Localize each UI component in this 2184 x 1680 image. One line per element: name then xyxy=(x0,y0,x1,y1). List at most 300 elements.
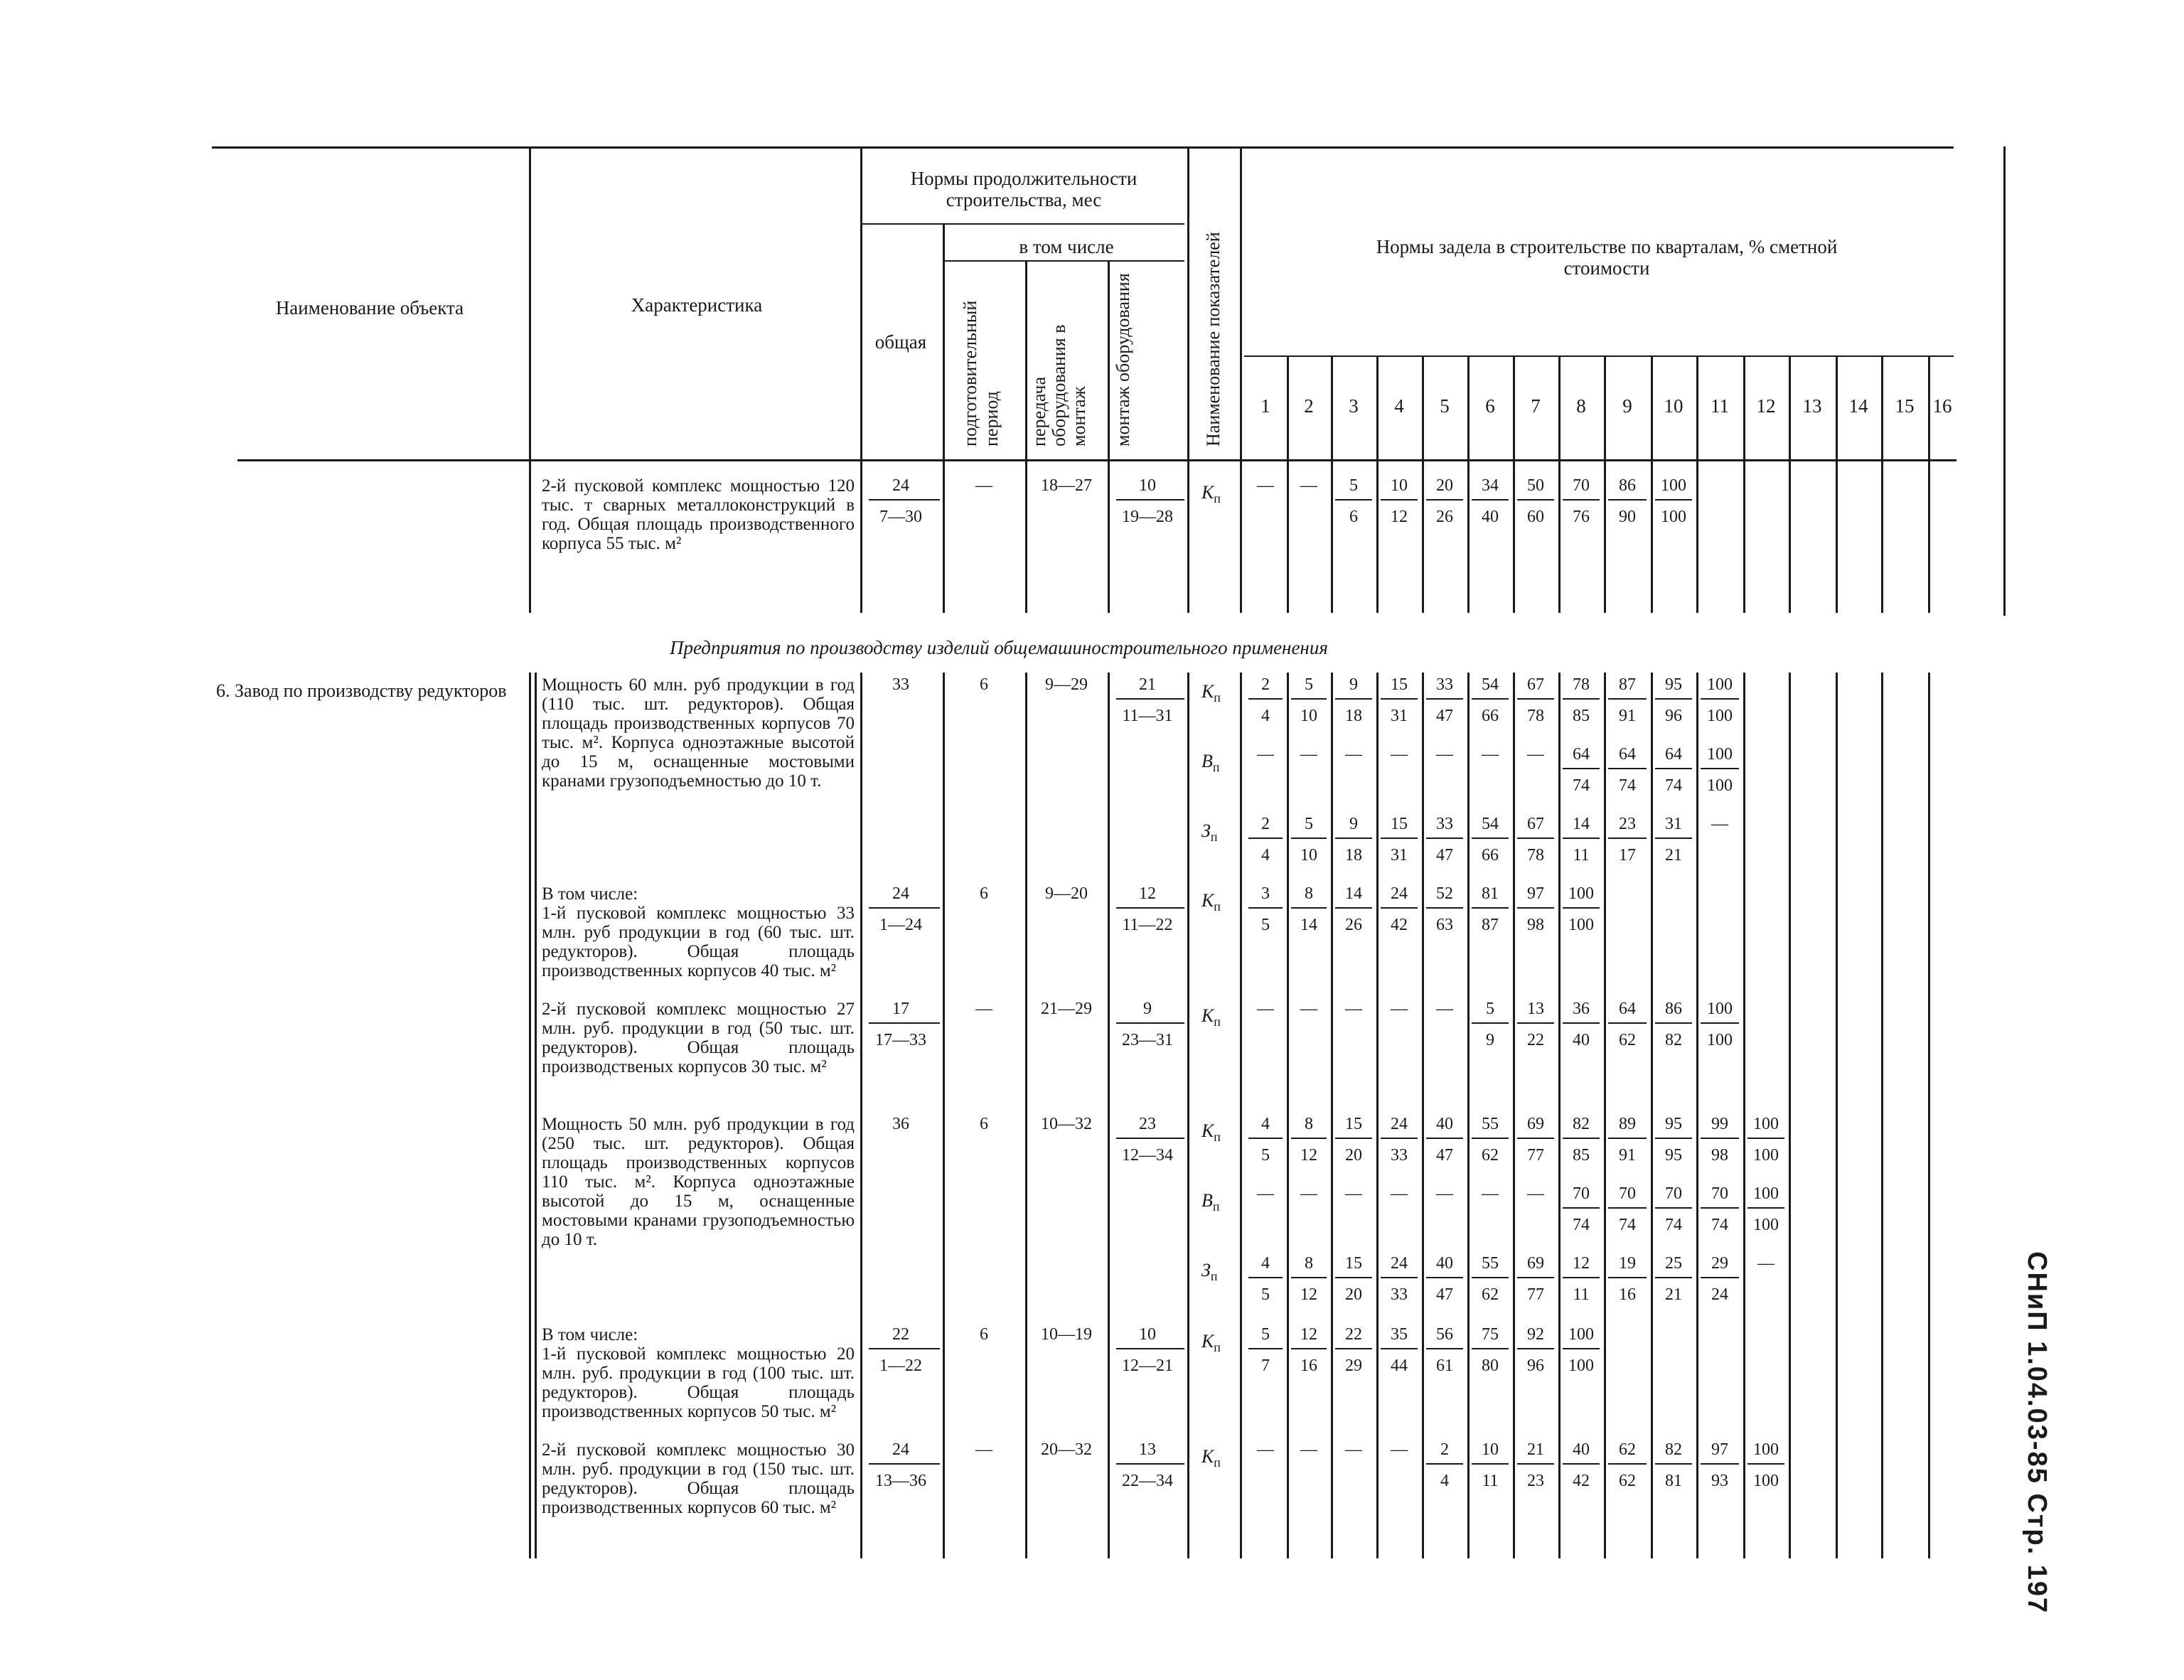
quarter-value-total: 100 xyxy=(1753,1472,1779,1490)
fraction-line xyxy=(1335,1138,1372,1139)
quarter-value-total: 12 xyxy=(1300,1285,1317,1304)
quarter-value: — xyxy=(1257,745,1274,764)
quarter-value: 31 xyxy=(1665,815,1682,833)
quarter-value: 82 xyxy=(1573,1115,1590,1133)
row-characteristic: Мощность 60 млн. руб продукции в год (110 тыс. шт. редукторов). Общая площадь производственных корпусов 70 тыс. м². Корпуса одноэтажные высотой до 15 м, оснащенные мостовыми кранами грузоподъемностью до 10 т. xyxy=(542,675,855,791)
indicator-label: $К_п$ xyxy=(1201,1446,1221,1470)
quarter-value-total: 77 xyxy=(1527,1146,1544,1165)
fraction-line xyxy=(1655,1277,1692,1278)
fraction-line xyxy=(1563,907,1600,909)
quarter-value-total: 21 xyxy=(1665,846,1682,865)
fraction-line xyxy=(1517,1348,1554,1349)
fraction-line xyxy=(1381,1277,1418,1278)
quarter-value-total: 40 xyxy=(1482,508,1499,526)
quarter-value-total: 47 xyxy=(1436,707,1453,725)
fraction-line xyxy=(1426,1277,1463,1278)
quarter-value: 92 xyxy=(1527,1325,1544,1344)
fraction-line xyxy=(869,907,940,909)
quarter-value: 52 xyxy=(1436,884,1453,903)
body-vline xyxy=(1287,459,1289,613)
quarter-value: 82 xyxy=(1665,1440,1682,1459)
indicator-label: $К_п$ xyxy=(1201,1120,1221,1145)
quarter-value-total: 16 xyxy=(1300,1357,1317,1375)
quarter-value: 100 xyxy=(1753,1184,1779,1203)
quarter-value: 70 xyxy=(1619,1184,1636,1203)
quarter-value-total: 96 xyxy=(1527,1357,1544,1375)
quarter-value: — xyxy=(1345,745,1362,764)
quarter-value: — xyxy=(1527,1184,1544,1203)
fraction-line xyxy=(1701,1022,1739,1024)
fraction-line xyxy=(1563,1207,1600,1209)
quarter-value: — xyxy=(1345,1440,1362,1459)
quarter-value-total: 18 xyxy=(1345,707,1362,725)
quarter-value-total: 77 xyxy=(1527,1285,1544,1304)
quarter-value-total: 90 xyxy=(1619,508,1636,526)
body-vline xyxy=(1789,459,1791,613)
quarter-value-total: 9 xyxy=(1486,1031,1494,1049)
fraction-line xyxy=(1381,698,1418,700)
quarter-value: — xyxy=(1257,1000,1274,1018)
body-vline xyxy=(1513,459,1515,613)
quarter-value-total: 100 xyxy=(1661,508,1686,526)
quarter-value-total: 74 xyxy=(1711,1216,1728,1234)
quarter-value-total: 100 xyxy=(1707,707,1733,725)
quarter-value: 29 xyxy=(1711,1254,1728,1273)
header-equipment-transfer: передача оборудования в монтаж xyxy=(1029,324,1089,446)
row-characteristic: Мощность 50 млн. руб продукции в год (250 тыс. шт. редукторов). Общая площадь производственных корпусов 110 тыс. м². Корпуса одноэтажные высотой до 15 м, оснащенные мостовыми кранами грузоподъемностью до 10 т. xyxy=(542,1115,855,1249)
quarter-value-total: 42 xyxy=(1573,1472,1590,1490)
quarter-vline xyxy=(1558,355,1561,459)
fraction-line xyxy=(1291,1348,1327,1349)
quarter-value: 14 xyxy=(1573,815,1590,833)
quarter-value: 20 xyxy=(1436,476,1453,495)
row-prep: 6 xyxy=(980,675,988,694)
fraction-line xyxy=(1472,1463,1509,1465)
fraction-line xyxy=(1472,499,1509,501)
fraction-line xyxy=(1291,838,1327,839)
body-vline xyxy=(1422,673,1424,1558)
quarter-value-total: 61 xyxy=(1436,1357,1453,1375)
indicator-label: $К_п$ xyxy=(1201,1331,1221,1355)
fraction-line xyxy=(1426,499,1463,501)
quarter-value: 100 xyxy=(1568,1325,1594,1344)
quarter-header-1: 1 xyxy=(1260,395,1270,417)
quarter-value: 34 xyxy=(1482,476,1499,495)
fraction-line xyxy=(1517,1463,1554,1465)
quarter-value-total: 10 xyxy=(1300,846,1317,865)
row-transfer: 20—32 xyxy=(1041,1440,1092,1459)
quarter-value-total: 18 xyxy=(1345,846,1362,865)
quarter-value: 55 xyxy=(1482,1115,1499,1133)
row-install: 10 xyxy=(1139,476,1156,495)
quarter-header-10: 10 xyxy=(1664,395,1684,417)
fraction-line xyxy=(1426,1138,1463,1139)
row-prep: 6 xyxy=(980,1115,988,1133)
quarter-value-total: 81 xyxy=(1665,1472,1682,1490)
quarter-header-12: 12 xyxy=(1756,395,1776,417)
quarter-header-14: 14 xyxy=(1848,395,1868,417)
quarter-value-total: 82 xyxy=(1665,1031,1682,1049)
quarter-value-total: 87 xyxy=(1482,916,1499,934)
body-vline xyxy=(1240,459,1242,613)
fraction-line xyxy=(1116,499,1184,501)
quarter-value: 2 xyxy=(1261,815,1270,833)
row-install: 13 xyxy=(1139,1440,1156,1459)
quarter-value-total: 62 xyxy=(1619,1031,1636,1049)
fraction-line xyxy=(1701,768,1739,769)
fraction-line xyxy=(1248,1348,1283,1349)
quarter-value-total: 20 xyxy=(1345,1285,1362,1304)
row-characteristic: 2-й пусковой комплекс мощностью 27 млн. руб. продукции в год (50 тыс. шт. редукторов). Общая площадь производственых корпусов 30 тыс. м² xyxy=(542,1000,855,1076)
body-vline xyxy=(1187,459,1189,613)
quarters-subheader-rule xyxy=(1244,355,1954,357)
quarter-value: 67 xyxy=(1527,815,1544,833)
quarter-value-total: 63 xyxy=(1436,916,1453,934)
quarter-header-3: 3 xyxy=(1349,395,1359,417)
fraction-line xyxy=(1655,1463,1692,1465)
fraction-line xyxy=(1517,1138,1554,1139)
quarter-value-total: 76 xyxy=(1573,508,1590,526)
characteristic-left-border xyxy=(535,673,537,1558)
quarter-value: — xyxy=(1436,1184,1453,1203)
fraction-line xyxy=(1563,1463,1600,1465)
quarter-value-total: 47 xyxy=(1436,1146,1453,1165)
quarter-value: 69 xyxy=(1527,1254,1544,1273)
fraction-line xyxy=(1291,907,1327,909)
body-vline xyxy=(1604,673,1606,1558)
quarter-value: 5 xyxy=(1261,1325,1270,1344)
body-vline xyxy=(1651,459,1653,613)
quarter-value-total: 74 xyxy=(1573,776,1590,795)
fraction-line xyxy=(1472,1022,1509,1024)
body-vline xyxy=(860,459,862,613)
quarter-value-total: 78 xyxy=(1527,707,1544,725)
quarter-vline xyxy=(1743,355,1745,459)
row-total-range: 17—33 xyxy=(875,1031,926,1049)
quarter-value-total: 21 xyxy=(1665,1285,1682,1304)
fraction-line xyxy=(1426,838,1463,839)
fraction-line xyxy=(1608,1463,1647,1465)
quarter-value: 23 xyxy=(1619,815,1636,833)
fraction-line xyxy=(1335,1277,1372,1278)
quarter-value-total: 100 xyxy=(1568,1357,1594,1375)
header-vline xyxy=(943,225,945,459)
fraction-line xyxy=(1472,907,1509,909)
quarter-value: 36 xyxy=(1573,1000,1590,1018)
fraction-line xyxy=(1563,698,1600,700)
quarter-value: — xyxy=(1391,1000,1408,1018)
header-vline xyxy=(1025,260,1027,459)
row-transfer: 18—27 xyxy=(1041,476,1092,495)
row-transfer: 10—19 xyxy=(1041,1325,1092,1344)
quarter-header-9: 9 xyxy=(1622,395,1632,417)
including-subheader-rule xyxy=(943,260,1184,262)
fraction-line xyxy=(1472,1348,1509,1349)
quarter-value-total: 5 xyxy=(1261,1146,1270,1165)
header-vline xyxy=(1240,146,1242,459)
row-prep: — xyxy=(975,476,992,495)
fraction-line xyxy=(1116,1138,1184,1139)
quarter-value: 5 xyxy=(1305,675,1313,694)
quarter-value: 24 xyxy=(1391,1254,1408,1273)
quarter-value: 86 xyxy=(1665,1000,1682,1018)
quarter-value-total: 4 xyxy=(1261,846,1270,865)
fraction-line xyxy=(1335,698,1372,700)
header-vline xyxy=(860,146,862,459)
quarter-vline xyxy=(1928,355,1930,459)
quarter-value: 15 xyxy=(1345,1115,1362,1133)
quarter-header-8: 8 xyxy=(1576,395,1586,417)
body-vline xyxy=(1881,673,1883,1558)
body-vline xyxy=(1422,459,1424,613)
quarter-value: — xyxy=(1345,1184,1362,1203)
quarter-vline xyxy=(1513,355,1515,459)
quarter-header-4: 4 xyxy=(1394,395,1404,417)
quarter-value: 100 xyxy=(1753,1115,1779,1133)
quarter-header-13: 13 xyxy=(1802,395,1822,417)
quarter-value: 95 xyxy=(1665,675,1682,694)
quarter-value: 4 xyxy=(1261,1115,1270,1133)
quarter-value-total: 12 xyxy=(1300,1146,1317,1165)
body-vline xyxy=(1789,673,1791,1558)
fraction-line xyxy=(1608,1207,1647,1209)
row-characteristic: В том числе: 1-й пусковой комплекс мощностью 20 млн. руб. продукции в год (100 тыс. шт. редукторов). Общая площадь производственных корпусов 50 тыс. м² xyxy=(542,1325,855,1421)
fraction-line xyxy=(1291,698,1327,700)
fraction-line xyxy=(1335,1348,1372,1349)
quarter-value-total: 22 xyxy=(1527,1031,1544,1049)
quarter-value: 86 xyxy=(1619,476,1636,495)
fraction-line xyxy=(1381,499,1418,501)
quarter-value: 4 xyxy=(1261,1254,1270,1273)
quarter-header-15: 15 xyxy=(1895,395,1915,417)
quarter-value: 64 xyxy=(1619,1000,1636,1018)
row-install-range: 12—21 xyxy=(1122,1357,1173,1375)
indicator-label: $З_п$ xyxy=(1201,1260,1218,1284)
fraction-line xyxy=(1701,1207,1739,1209)
fraction-line xyxy=(1563,1022,1600,1024)
quarter-value-total: 17 xyxy=(1619,846,1636,865)
quarter-value: — xyxy=(1391,745,1408,764)
fraction-line xyxy=(1248,1138,1283,1139)
body-vline xyxy=(1743,673,1745,1558)
quarter-value: — xyxy=(1300,476,1317,495)
quarter-header-2: 2 xyxy=(1304,395,1314,417)
quarter-value: 70 xyxy=(1665,1184,1682,1203)
quarter-value: 40 xyxy=(1436,1254,1453,1273)
quarter-value-total: 60 xyxy=(1527,508,1544,526)
body-vline xyxy=(1331,673,1333,1558)
quarter-vline xyxy=(1651,355,1653,459)
quarter-value: 78 xyxy=(1573,675,1590,694)
indicator-label: $К_п$ xyxy=(1201,482,1221,506)
fraction-line xyxy=(1608,1138,1647,1139)
quarter-value: 99 xyxy=(1711,1115,1728,1133)
quarter-value: 9 xyxy=(1349,815,1358,833)
quarter-value-total: 62 xyxy=(1482,1146,1499,1165)
fraction-line xyxy=(1608,1022,1647,1024)
quarter-value-total: 10 xyxy=(1300,707,1317,725)
quarter-value-total: 7 xyxy=(1261,1357,1270,1375)
quarter-value-total: 100 xyxy=(1753,1216,1779,1234)
fraction-line xyxy=(1655,838,1692,839)
row-install-range: 19—28 xyxy=(1122,508,1173,526)
fraction-line xyxy=(1563,1277,1600,1278)
fraction-line xyxy=(1248,838,1283,839)
fraction-line xyxy=(1563,838,1600,839)
quarter-value-total: 74 xyxy=(1619,776,1636,795)
quarter-value-total: 96 xyxy=(1665,707,1682,725)
quarter-value: — xyxy=(1527,745,1544,764)
quarter-value: 8 xyxy=(1305,1115,1313,1133)
quarter-value-total: 47 xyxy=(1436,1285,1453,1304)
quarter-value: 12 xyxy=(1573,1254,1590,1273)
row-prep: 6 xyxy=(980,1325,988,1344)
fraction-line xyxy=(1701,698,1739,700)
quarter-value: — xyxy=(1391,1184,1408,1203)
quarter-vline xyxy=(1376,355,1379,459)
quarter-value: 70 xyxy=(1573,476,1590,495)
duration-subheader-rule xyxy=(862,223,1184,225)
quarter-value-total: 31 xyxy=(1391,846,1408,865)
body-vline xyxy=(1187,673,1189,1558)
quarter-value: 97 xyxy=(1527,884,1544,903)
quarter-header-16: 16 xyxy=(1932,395,1952,417)
fraction-line xyxy=(1426,698,1463,700)
fraction-line xyxy=(1116,1348,1184,1349)
quarter-value: — xyxy=(1345,1000,1362,1018)
quarter-value: 95 xyxy=(1665,1115,1682,1133)
quarter-value: 33 xyxy=(1436,815,1453,833)
header-indicator-name: Наименование показателей xyxy=(1203,232,1224,446)
fraction-line xyxy=(1608,768,1647,769)
fraction-line xyxy=(1563,768,1600,769)
body-vline xyxy=(1025,673,1027,1558)
quarter-value-total: 16 xyxy=(1619,1285,1636,1304)
body-vline xyxy=(1513,673,1515,1558)
quarter-value: 56 xyxy=(1436,1325,1453,1344)
indicator-label: $В_п$ xyxy=(1201,1190,1220,1214)
fraction-line xyxy=(1655,1022,1692,1024)
row-transfer: 9—29 xyxy=(1045,675,1088,694)
quarter-value-total: 78 xyxy=(1527,846,1544,865)
fraction-line xyxy=(1701,1463,1739,1465)
fraction-line xyxy=(1335,907,1372,909)
fraction-line xyxy=(1608,1277,1647,1278)
quarter-value: 67 xyxy=(1527,675,1544,694)
fraction-line xyxy=(1747,1207,1784,1209)
quarter-value: 3 xyxy=(1261,884,1270,903)
fraction-line xyxy=(1517,1022,1554,1024)
indicator-label: $К_п$ xyxy=(1201,1005,1221,1029)
quarter-value: 69 xyxy=(1527,1115,1544,1133)
body-vline xyxy=(943,673,945,1558)
row-install-range: 11—22 xyxy=(1122,916,1173,934)
quarter-value-total: 95 xyxy=(1665,1146,1682,1165)
quarter-value: 64 xyxy=(1573,745,1590,764)
header-total: общая xyxy=(874,331,927,353)
fraction-line xyxy=(1381,1138,1418,1139)
quarter-value: 100 xyxy=(1568,884,1594,903)
fraction-line xyxy=(1701,1277,1739,1278)
body-vline xyxy=(1558,673,1561,1558)
quarter-value: 15 xyxy=(1391,815,1408,833)
quarter-value: 9 xyxy=(1349,675,1358,694)
body-vline xyxy=(943,459,945,613)
body-vline xyxy=(1696,459,1698,613)
row-total: 24 xyxy=(892,1440,909,1459)
header-equipment-install: монтаж оборудования xyxy=(1113,273,1133,446)
row-total-range: 1—22 xyxy=(879,1357,922,1375)
quarter-value: 100 xyxy=(1661,476,1686,495)
fraction-line xyxy=(1517,698,1554,700)
fraction-line xyxy=(1563,1348,1600,1349)
fraction-line xyxy=(1291,1138,1327,1139)
quarter-value: 87 xyxy=(1619,675,1636,694)
quarter-value: 62 xyxy=(1619,1440,1636,1459)
quarter-value-total: 11 xyxy=(1573,846,1590,865)
quarter-value-total: 80 xyxy=(1482,1357,1499,1375)
body-vline xyxy=(1331,459,1333,613)
quarter-value: 89 xyxy=(1619,1115,1636,1133)
row-total: 33 xyxy=(892,675,909,694)
row-total: 24 xyxy=(892,476,909,495)
body-vline xyxy=(1928,673,1930,1558)
fraction-line xyxy=(1248,1277,1283,1278)
quarter-value: 8 xyxy=(1305,884,1313,903)
quarter-header-7: 7 xyxy=(1531,395,1541,417)
body-vline xyxy=(860,673,862,1558)
quarter-vline xyxy=(1789,355,1791,459)
row-transfer: 9—20 xyxy=(1045,884,1088,903)
quarter-value-total: 33 xyxy=(1391,1285,1408,1304)
fraction-line xyxy=(1426,907,1463,909)
body-vline xyxy=(1651,673,1653,1558)
quarter-value-total: 62 xyxy=(1482,1285,1499,1304)
fraction-line xyxy=(1472,838,1509,839)
fraction-line xyxy=(1747,1138,1784,1139)
quarter-value: — xyxy=(1436,1000,1453,1018)
quarter-vline xyxy=(1422,355,1424,459)
quarter-vline xyxy=(1696,355,1698,459)
fraction-line xyxy=(1381,1348,1418,1349)
quarter-value: — xyxy=(1436,745,1453,764)
quarter-value: 100 xyxy=(1707,745,1733,764)
header-bottom-rule xyxy=(237,459,1956,461)
quarter-value-total: 85 xyxy=(1573,1146,1590,1165)
header-vline xyxy=(1108,260,1110,459)
quarter-value: 50 xyxy=(1527,476,1544,495)
row-prep: 6 xyxy=(980,884,988,903)
quarter-value: 40 xyxy=(1436,1115,1453,1133)
indicator-label: $В_п$ xyxy=(1201,751,1220,775)
row-install-range: 11—31 xyxy=(1122,707,1173,725)
quarter-value: 55 xyxy=(1482,1254,1499,1273)
row-transfer: 10—32 xyxy=(1041,1115,1092,1133)
quarter-value: — xyxy=(1257,1440,1274,1459)
fraction-line xyxy=(1426,1463,1463,1465)
body-vline xyxy=(529,673,531,1558)
quarter-value: 33 xyxy=(1436,675,1453,694)
fraction-line xyxy=(1517,1277,1554,1278)
quarter-value-total: 23 xyxy=(1527,1472,1544,1490)
row-total: 17 xyxy=(892,1000,909,1018)
quarter-value: 14 xyxy=(1345,884,1362,903)
fraction-line xyxy=(1701,1138,1739,1139)
quarter-header-6: 6 xyxy=(1485,395,1495,417)
quarter-value: — xyxy=(1711,815,1728,833)
fraction-line xyxy=(869,499,940,501)
quarter-value-total: 26 xyxy=(1345,916,1362,934)
